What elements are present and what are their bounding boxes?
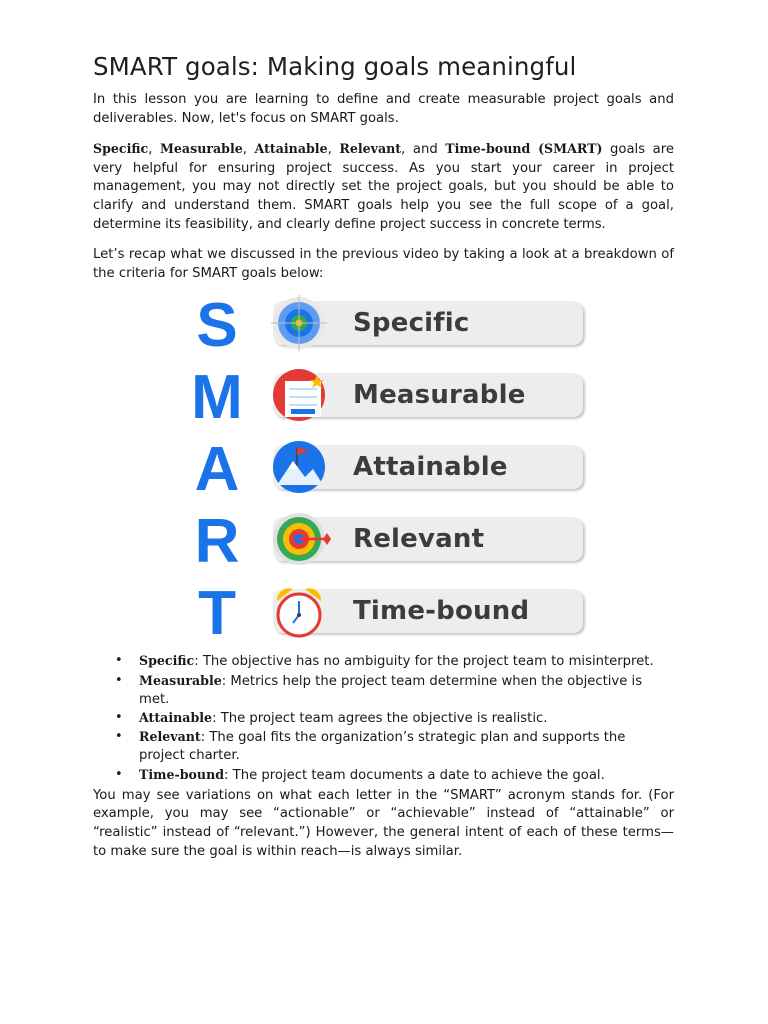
term-measurable: Measurable <box>159 141 243 157</box>
list-item: • Relevant: The goal fits the organization’s strategic plan and supports the project charter. <box>139 728 674 765</box>
letter-a: A <box>194 435 240 505</box>
smart-definition-paragraph: Specific, Measurable, Attainable, Relevant, and Time-bound (SMART) goals are very helpful for ensuring project success. As you start your career in project management, you may not directly set the project goals, but you should be able to clarify and understand them. SMART goals help you see the full scope of a goal, determine its feasibility, and clearly define project success in concrete terms. <box>93 141 674 232</box>
list-item: • Time-bound: The project team documents a date to achieve the goal. <box>139 766 674 785</box>
document-page <box>93 52 674 873</box>
pill-time-bound <box>273 589 583 633</box>
pill-specific <box>273 301 583 345</box>
ruler-pencil-icon <box>271 367 331 423</box>
page-title: SMART goals: Making goals meaningful <box>93 52 577 81</box>
letter-m: M <box>191 363 243 433</box>
list-item: • Specific: The objective has no ambiguity for the project team to misinterpret. <box>139 652 674 671</box>
pill-label-relevant: Relevant <box>353 524 485 555</box>
definition-text: goals are very helpful for ensuring project success. As you start your career in project management, you may not directly set the project goals, but you should be able to clarify and understand them. SMART goals help you see the full scope of a goal, determine its feasibility, and clearly define project success in concrete terms. <box>93 142 674 232</box>
target-icon <box>271 295 331 351</box>
closing-paragraph: You may see variations on what each letter in the “SMART” acronym stands for. (For example, you may see “actionable” or “achievable” instead of “attainable” or “realistic” instead of “relevant.”) However, the general intent of each of these terms—to make sure the goal is within reach—is always similar. <box>93 787 674 859</box>
term-relevant: Relevant <box>339 141 402 157</box>
pill-label-attainable: Attainable <box>353 452 508 483</box>
list-item: • Attainable: The project team agrees the objective is realistic. <box>139 709 674 728</box>
pill-label-measurable: Measurable <box>353 380 526 411</box>
letter-r: R <box>194 507 240 577</box>
pill-attainable <box>273 445 583 489</box>
term-attainable: Attainable <box>254 141 328 157</box>
list-item: • Measurable: Metrics help the project team determine when the objective is met. <box>139 672 674 709</box>
recap-paragraph: Let’s recap what we discussed in the previous video by taking a look at a breakdown of the criteria for SMART goals below: <box>93 247 674 281</box>
letter-s: S <box>196 291 238 361</box>
criteria-list <box>93 652 674 784</box>
pill-label-specific: Specific <box>353 308 470 339</box>
term-time-bound: Time-bound (SMART) <box>445 141 603 157</box>
pill-measurable <box>273 373 583 417</box>
term-specific: Specific <box>93 141 149 157</box>
intro-paragraph: In this lesson you are learning to define and create measurable project goals and deliverables. Now, let's focus on SMART goals. <box>93 92 674 126</box>
mountain-flag-icon <box>271 439 331 495</box>
letter-t: T <box>198 579 236 649</box>
smart-graphic <box>93 291 674 650</box>
pill-label-time-bound: Time-bound <box>353 596 530 627</box>
alarm-clock-icon <box>271 583 331 639</box>
bullseye-dart-icon <box>271 511 331 567</box>
pill-relevant <box>273 517 583 561</box>
